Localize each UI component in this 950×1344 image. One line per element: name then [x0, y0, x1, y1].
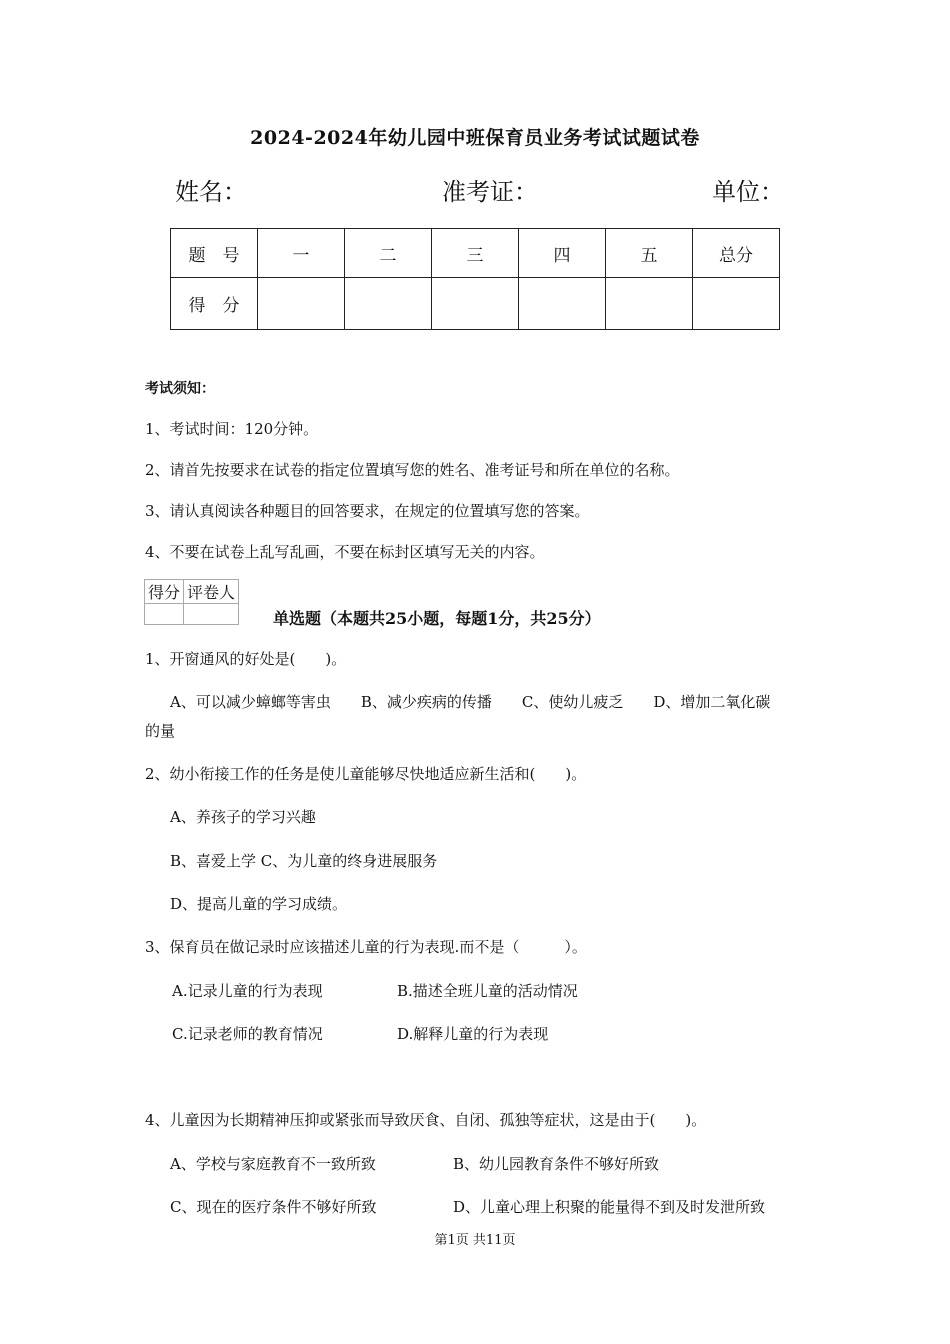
score-header-cell: 四: [519, 229, 606, 278]
page-footer: 第1页 共11页: [434, 1233, 516, 1248]
grader-score-cell[interactable]: [145, 604, 184, 625]
score-cell[interactable]: [258, 278, 345, 330]
notice-item: 1、考试时间：120分钟。: [145, 420, 319, 438]
question-3-option-a: A.记录儿童的行为表现: [172, 982, 323, 1000]
name-label: 姓名：: [175, 178, 247, 206]
notice-item: 4、不要在试卷上乱写乱画，不要在标封区填写无关的内容。: [145, 543, 545, 561]
question-2-stem: 2、幼小衔接工作的任务是使儿童能够尽快地适应新生活和( )。: [145, 765, 587, 783]
section-title: 单选题（本题共25小题，每题1分，共25分）: [273, 609, 601, 628]
score-cell[interactable]: [432, 278, 519, 330]
score-cell[interactable]: [693, 278, 780, 330]
score-header-cell: 一: [258, 229, 345, 278]
grader-box: [144, 579, 239, 625]
question-4-option-b: B、幼儿园教育条件不够好所致: [453, 1155, 660, 1173]
score-table-score-row: [171, 278, 780, 330]
grader-score-label: 得分: [145, 580, 184, 604]
question-1-options: A、可以减少蟑螂等害虫 B、减少疾病的传播 C、使幼儿疲乏 D、增加二氧化碳: [170, 693, 771, 711]
question-3-stem: 3、保育员在做记录时应该描述儿童的行为表现.而不是（ ）。: [145, 938, 587, 956]
score-cell[interactable]: [606, 278, 693, 330]
score-header-cell: 二: [345, 229, 432, 278]
score-header-cell: 五: [606, 229, 693, 278]
question-4-stem: 4、儿童因为长期精神压抑或紧张而导致厌食、自闭、孤独等症状，这是由于( )。: [145, 1111, 707, 1129]
question-4-option-d: D、儿童心理上积聚的能量得不到及时发泄所致: [453, 1198, 766, 1216]
exam-no-label: 准考证：: [442, 178, 538, 206]
question-3-option-c: C.记录老师的教育情况: [172, 1025, 323, 1043]
page-title: 2024-2024年幼儿园中班保育员业务考试试题试卷: [250, 127, 700, 149]
question-3-option-d: D.解释儿童的行为表现: [397, 1025, 549, 1043]
score-row-label: 得 分: [171, 278, 258, 330]
question-2-option-bc: B、喜爱上学 C、为儿童的终身进展服务: [170, 852, 438, 870]
notice-item: 2、请首先按要求在试卷的指定位置填写您的姓名、准考证号和所在单位的名称。: [145, 461, 680, 479]
score-header-cell: 总分: [693, 229, 780, 278]
score-table-header-row: [171, 229, 780, 278]
grader-name-cell[interactable]: [184, 604, 239, 625]
notice-title: 考试须知：: [145, 381, 215, 397]
notice-item: 3、请认真阅读各种题目的回答要求，在规定的位置填写您的答案。: [145, 502, 590, 520]
score-cell[interactable]: [345, 278, 432, 330]
question-1-options-cont: 的量: [145, 722, 176, 740]
question-4-option-c: C、现在的医疗条件不够好所致: [170, 1198, 377, 1216]
question-2-option-d: D、提高儿童的学习成绩。: [170, 895, 348, 913]
question-4-option-a: A、学校与家庭教育不一致所致: [170, 1155, 376, 1173]
score-table: [170, 228, 780, 330]
question-1-stem: 1、开窗通风的好处是( )。: [145, 650, 347, 668]
question-3-option-b: B.描述全班儿童的活动情况: [397, 982, 578, 1000]
unit-label: 单位：: [712, 178, 784, 206]
score-header-cell: 三: [432, 229, 519, 278]
score-cell[interactable]: [519, 278, 606, 330]
grader-name-label: 评卷人: [184, 580, 239, 604]
question-2-option-a: A、养孩子的学习兴趣: [170, 808, 316, 826]
score-header-cell: 题 号: [171, 229, 258, 278]
